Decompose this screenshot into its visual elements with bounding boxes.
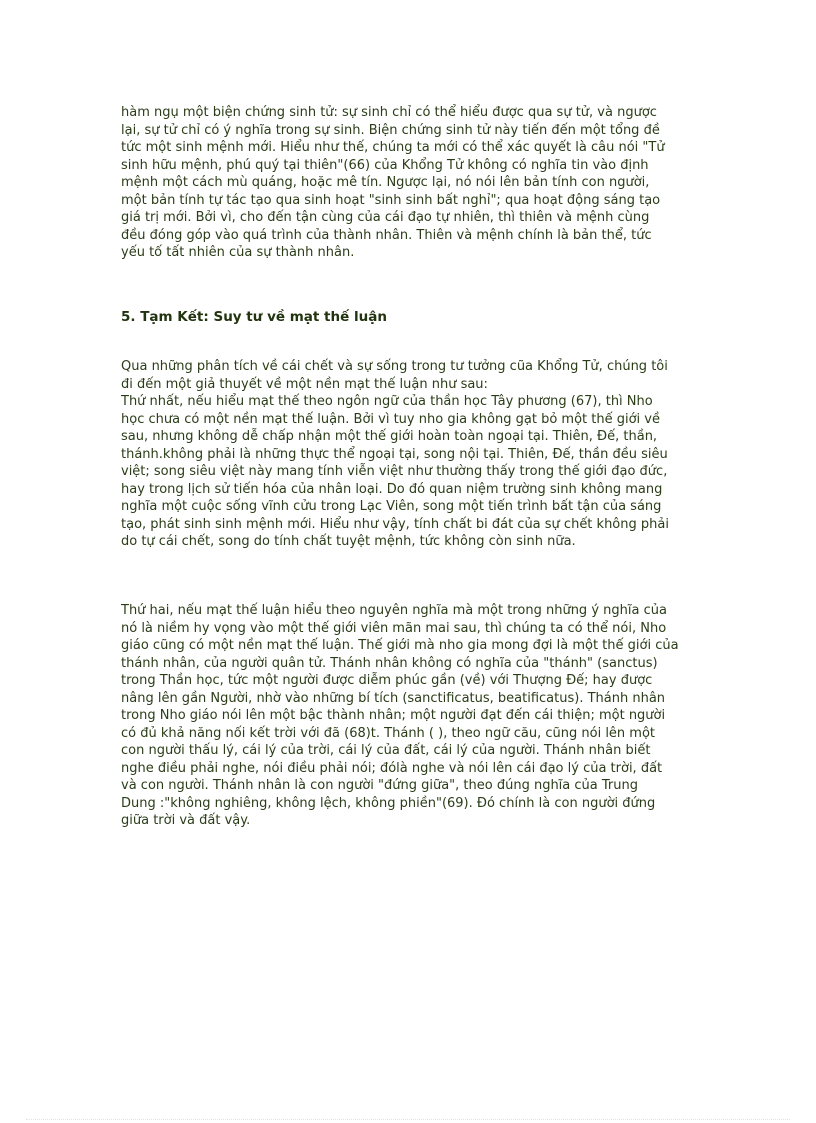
text-line: con người thấu lý, cái lý của trời, cái lý của đất, cái lý của người. Thánh nhân biết <box>121 743 651 758</box>
text-line: thánh.không phải là những thực thể ngoại tại, song nội tại. Thiên, Đế, thần đều siêu <box>121 446 668 462</box>
paragraph-1 <box>121 104 701 262</box>
text-line: nâng lên gần Người, nhờ vào những bí tích (sanctificatus, beatificatus). Thánh nhân <box>121 690 666 706</box>
text-line: Thứ hai, nếu mạt thế luận hiểu theo nguyên nghĩa mà một trong những ý nghĩa của <box>121 603 667 618</box>
text-line: trong Thần học, tức một người được diễm phúc gần (về) với Thượng Đế; hay được <box>121 673 653 688</box>
text-line: học chưa có một nền mạt thế luận. Bởi vì tuy nho gia không gạt bỏ một thế giới về <box>121 411 660 427</box>
page-bottom-rule <box>26 1119 790 1120</box>
text-line: và con người. Thánh nhân là con người "đứng giữa", theo đúng nghĩa của Trung <box>121 778 638 793</box>
text-line: nghĩa một cuộc sống vĩnh cửu trong Lạc Viên, song một tiến trình bất tận của sáng <box>121 499 662 514</box>
text-line: hay trong lịch sử tiến hóa của nhân loại. Do đó quan niệm trường sinh không mang <box>121 481 663 497</box>
text-line: hàm ngụ một biện chứng sinh tử: sự sinh chỉ có thể hiểu được qua sự tử, và ngược <box>121 105 657 120</box>
text-line: giữa trời và đất vậy. <box>121 813 251 828</box>
text-line: yếu tố tất nhiên của sự thành nhân. <box>121 245 355 260</box>
text-line: tạo, phát sinh sinh mệnh mới. Hiểu như vậy, tính chất bi đát của sự chết không phải <box>121 516 669 532</box>
text-line: Thứ nhất, nếu hiểu mạt thế theo ngôn ngữ của thần học Tây phương (67), thì Nho <box>121 394 653 409</box>
paragraph-2 <box>121 358 701 551</box>
text-line: tức một sinh mệnh mới. Hiểu như thế, chúng ta mới có thể xác quyết là câu nói "Tử <box>121 140 665 155</box>
text-line: Qua những phân tích về cái chết và sự sống trong tư tưởng cũa Khổng Tử, chúng tôi <box>121 359 668 374</box>
text-line: sinh hữu mệnh, phú quý tại thiên"(66) của Khổng Tử không có nghĩa tin vào định <box>121 157 649 173</box>
paragraph-3 <box>121 602 701 830</box>
text-line: đều đóng góp vào quá trình của thành nhân. Thiên và mệnh chính là bản thể, tức <box>121 227 652 243</box>
text-line: giáo cũng có một nền mạt thế luận. Thế giới mà nho gia mong đợi là một thế giới của <box>121 638 679 653</box>
text-line: sau, nhưng không dễ chấp nhận một thế giới hoàn toàn ngoại tại. Thiên, Đế, thần, <box>121 429 658 444</box>
section-heading: 5. Tạm Kết: Suy tư về mạt thế luận <box>121 309 387 325</box>
text-line: do tự cái chết, song do tính chất tuyệt mệnh, tức không còn sinh nữa. <box>121 534 576 549</box>
text-line: đi đến một giả thuyết về một nền mạt thế luận như sau: <box>121 376 488 392</box>
text-line: có đủ khả năng nối kết trời với đã (68)t. Thánh ( ), theo ngữ cău, cũng nói lên một <box>121 725 656 741</box>
text-line: trong Nho giáo nói lên một bậc thành nhân; một người đạt đến cái thiện; một người <box>121 708 666 723</box>
text-line: nó là niềm hy vọng vào một thế giới viên mãn mai sau, thì chúng ta có thể nói, Nho <box>121 620 667 636</box>
text-line: một bản tính tự tác tạo qua sinh hoạt "sinh sinh bất nghỉ"; qua hoạt động sáng tạo <box>121 192 661 208</box>
text-line: lại, sự tử chỉ có ý nghĩa trong sự sinh. Biện chứng sinh tử này tiến đến một tổng đề <box>121 122 660 138</box>
text-line: nghe điều phải nghe, nói điều phải nói; đólà nghe và nói lên cái đạo lý của trời, đất <box>121 760 663 776</box>
text-line: thánh nhân, của người quân tử. Thánh nhân không có nghĩa của "thánh" (sanctus) <box>121 655 658 671</box>
text-line: giá trị mới. Bởi vì, cho đến tận cùng của cái đạo tự nhiên, thì thiên và mệnh cùng <box>121 210 650 225</box>
text-line: việt; song siêu việt này mang tính viễn việt như thường thấy trong thế giới đạo đức, <box>121 464 668 479</box>
text-line: Dung :"không nghiêng, không lệch, không phiền"(69). Đó chính là con người đứng <box>121 795 656 811</box>
text-line: mệnh một cách mù quáng, hoặc mê tín. Ngược lại, nó nói lên bản tính con người, <box>121 175 650 190</box>
